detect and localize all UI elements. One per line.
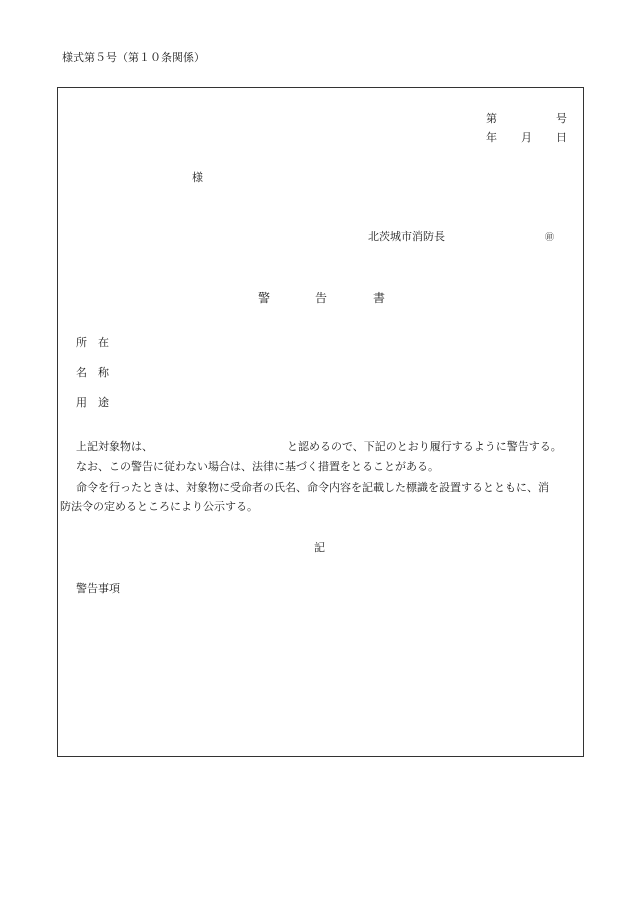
body-line-3: 命令を行ったときは、対象物に受命者の氏名、命令内容を記載した標識を設置するとともに、消 [76,481,549,494]
body-line-1-start: 上記対象物は、 [76,440,153,453]
title-char-2: 告 [315,291,328,305]
date-day: 日 [556,131,567,144]
title-char-1: 警 [258,291,271,305]
form-number-label: 様式第５号（第１０条関係） [62,51,205,64]
date-month: 月 [521,131,532,144]
document-frame [57,87,584,757]
seal-icon: ㊞ [545,233,555,243]
date-year: 年 [486,131,497,144]
body-line-2: なお、この警告に従わない場合は、法律に基づく措置をとることがある。 [76,460,439,473]
ki-heading: 記 [314,541,325,554]
field-name-char-2: 称 [98,366,109,379]
field-use-char-2: 途 [98,396,109,409]
body-line-1-end: と認めるので、下記のとおり履行するように警告する。 [287,440,562,453]
field-location-char-2: 在 [98,336,109,349]
body-line-4: 防法令の定めるところにより公示する。 [60,500,258,513]
field-location-char-1: 所 [76,336,87,349]
title-char-3: 書 [373,291,386,305]
addressee-suffix: 様 [192,171,203,184]
warning-items-label: 警告事項 [76,582,120,595]
number-suffix: 号 [556,112,567,125]
field-use-char-1: 用 [76,396,87,409]
issuer-name: 北茨城市消防長 [368,230,445,243]
field-name-char-1: 名 [76,366,87,379]
number-prefix: 第 [486,112,497,125]
